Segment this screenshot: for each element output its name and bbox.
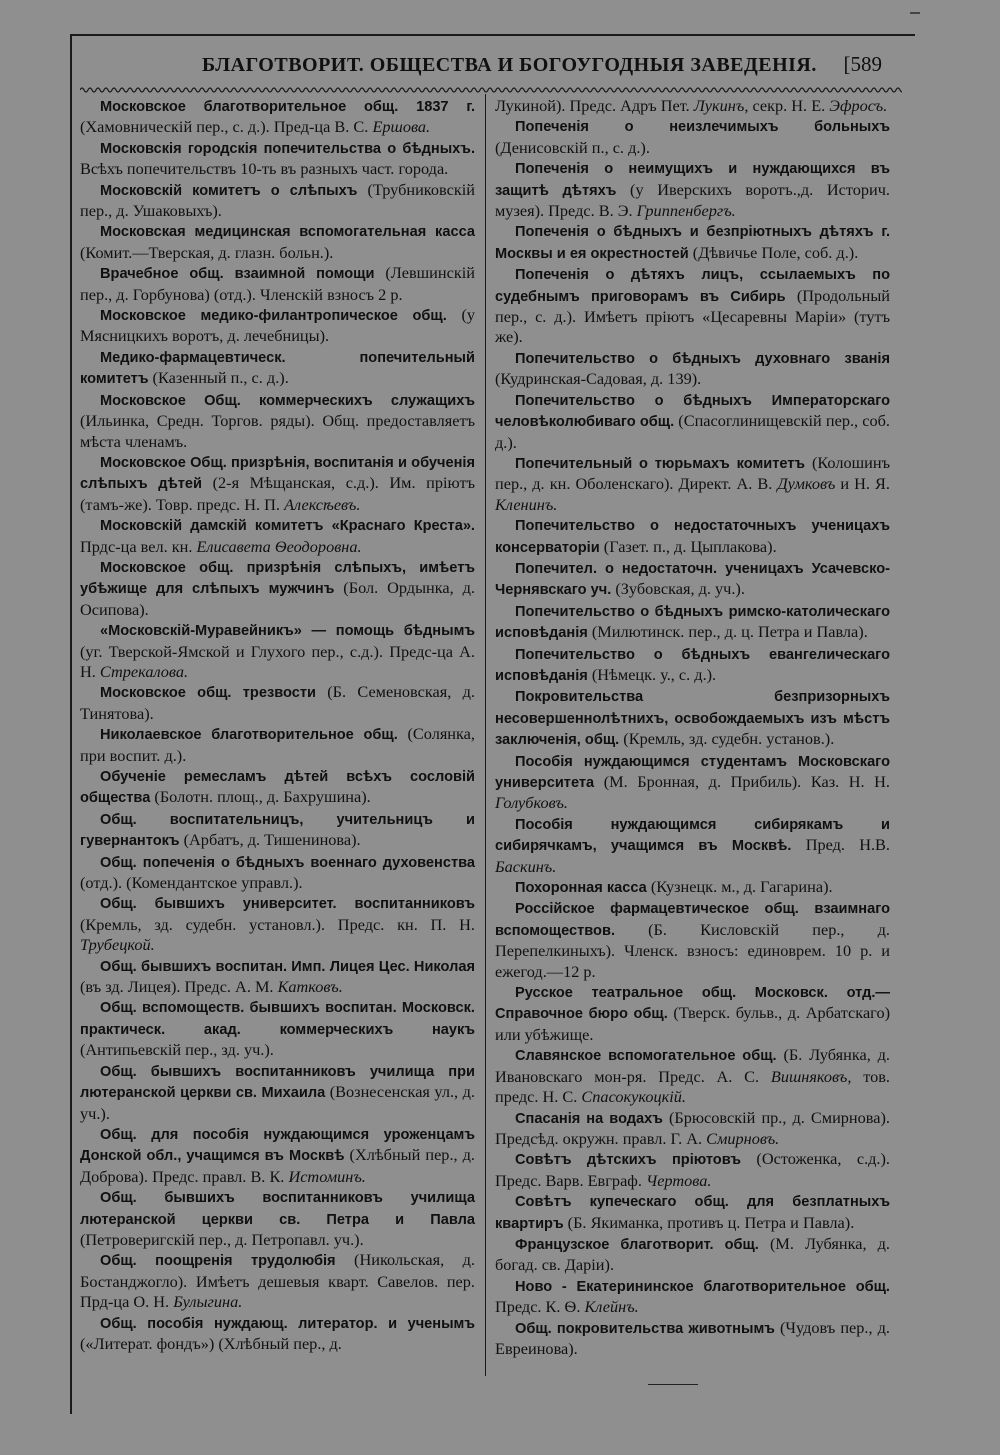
entry-tail: и Н. Я.: [835, 474, 890, 494]
entry-text: (Арбатъ, д. Тишенинова).: [179, 830, 361, 850]
entry-text: (Остоженка, с.д.). Предс. Варв. Евграф.: [495, 1149, 890, 1190]
entry-bold: Французское благотворит. общ.: [515, 1236, 759, 1253]
entry-text: (Трубниковскій пер., д. Ушаковыхъ).: [80, 179, 475, 221]
entry-text: (2-я Мѣщанская, с.д.). Им. пріютъ (тамъ-же). Товр. предс. Н. П.: [80, 473, 475, 514]
entry: [80, 452, 475, 515]
entry: [80, 180, 475, 222]
entry: [495, 1149, 890, 1191]
entry: [80, 557, 475, 620]
entry-text: Прдс-ца вел. кн.: [80, 536, 197, 556]
entry-italic: Трубецкой.: [80, 935, 155, 955]
entry-text: (Петроверигскій пер., д. Петропавл. уч.).: [80, 1229, 364, 1249]
entry-bold: Московское Общ. призрѣнія, воспитанія и обученія слѣпыхъ дѣтей: [80, 454, 475, 493]
entry-text: (Денисовскій п., с. д.).: [495, 137, 650, 157]
entry-bold: Николаевское благотворительное общ.: [100, 727, 398, 744]
header-wavy-rule: [80, 86, 902, 94]
entry-text: (Зубовская, д. уч.).: [611, 579, 745, 599]
entry-text: (Б. Кисловскій пер., д. Перепелкиныхъ). Членск. взносъ: единоврем. 10 р. и ежегод.—12 р.: [495, 919, 890, 981]
entry-bold: Россійское фармацевтическое общ. взаимнаго вспомоществов.: [495, 901, 890, 939]
entry-text: (Спасоглинищевскій пер., соб. д.).: [495, 411, 890, 452]
entry: [495, 221, 890, 264]
entry: [495, 264, 890, 348]
entry-italic: Лукинъ,: [693, 96, 749, 115]
entry-text: (Болотн. площ., д. Бахрушина).: [150, 787, 371, 807]
entry-bold: Попеченія о дѣтяхъ лицъ, ссылаемыхъ по судебнымъ приговорамъ въ Сибирь: [495, 267, 890, 305]
entry: [80, 852, 475, 894]
entry-text: (Брюсовскій пр., д. Смирнова). Предсѣд. окружн. правл. Г. А.: [495, 1107, 890, 1148]
entry-text: (Ильинка, Средн. Торгов. ряды). Общ. предоставляетъ мѣста членамъ.: [80, 411, 475, 451]
entry-bold: Общ. бывшихъ воспитан. Имп. Лицея Цес. Николая: [100, 958, 475, 975]
entry-bold: Общ. для пособія нуждающимся уроженцамъ Донской обл., учащимся въ Москвѣ: [80, 1126, 475, 1165]
entry: [495, 601, 890, 644]
entry-text: Предс. К. Ѳ.: [495, 1297, 585, 1317]
entry-bold: Совѣтъ дѣтскихъ пріютовъ: [515, 1152, 741, 1169]
entry: [495, 1318, 890, 1360]
entry-text: (Продольный пер., с. д.). Имѣетъ пріютъ «Цесаревны Маріи» (тутъ же).: [495, 285, 890, 347]
entry-text: (Комит.—Тверская, д. глазн. больн.).: [80, 242, 334, 262]
page-header: [92, 52, 892, 86]
entry-bold: Попеченія о неизлечимыхъ больныхъ: [515, 119, 890, 136]
entry-italic: Думковъ: [777, 474, 836, 494]
entry-text: (Милютинск. пер., д. ц. Петра и Павла).: [587, 622, 868, 642]
entry: [495, 1234, 890, 1276]
entry-bold: Пособія нуждающимся студентамъ Московскаго университета: [495, 753, 890, 791]
entry-bold: Попечительство о бѣдныхъ Императорскаго человѣколюбиваго общ.: [495, 392, 890, 431]
entry-italic: Ершова.: [372, 117, 431, 137]
entry: [495, 116, 890, 158]
entry-text: (Кузнецк. м., д. Гагарина).: [646, 877, 833, 897]
entry-italic2: Кленинъ.: [495, 494, 558, 514]
entry: [495, 877, 890, 898]
entry: [80, 766, 475, 809]
entry-italic2: Спасокукоцкій.: [581, 1087, 686, 1107]
entry-italic: Смирновъ.: [706, 1128, 780, 1148]
entry-italic: Булыгина.: [173, 1292, 243, 1312]
entry: [80, 1187, 475, 1250]
entry: [80, 263, 475, 305]
entry-text: (въ зд. Лицея). Предс. А. М.: [80, 977, 278, 997]
entry: [80, 221, 475, 263]
entry-bold: Общ. бывшихъ воспитанниковъ училища лютеранской церкви св. Петра и Павла: [80, 1190, 475, 1228]
entry: [495, 453, 890, 515]
entry-text: (Кудринская-Садовая, д. 139).: [495, 369, 702, 389]
entry-bold: Попечительный о тюрьмахъ комитетъ: [515, 455, 806, 472]
column-divider: [485, 94, 486, 1376]
entry-text: (Хамовническій пер., с. д.). Пред-ца В. С.: [80, 117, 373, 137]
page-frame-left: [70, 34, 72, 1414]
entry: [495, 644, 890, 687]
entry: [80, 515, 475, 557]
entry-bold: Московское общ. трезвости: [100, 685, 316, 702]
entry-italic: Клейнъ.: [584, 1297, 639, 1317]
entry-bold: Московская медицинская вспомогательная касса: [100, 224, 475, 241]
entry: [80, 620, 475, 682]
entry-italic: Чертова.: [645, 1170, 712, 1190]
entry: [80, 893, 475, 955]
left-column: [80, 96, 475, 1354]
entry-text: (Бол. Ордынка, д. Осипова).: [80, 578, 475, 619]
entry-bold: Московскій комитетъ о слѣпыхъ: [100, 182, 358, 199]
entry-text: (Чудовъ пер., д. Евреинова).: [495, 1317, 891, 1358]
entry: [495, 158, 890, 221]
entry-text: (отд.). (Комендантское управл.).: [80, 873, 303, 893]
entry-text: (Кремль, зд. судебн. установ.).: [619, 729, 835, 749]
entry-italic: Вишняковъ,: [770, 1066, 852, 1086]
entry: [495, 751, 890, 814]
entry: [80, 1061, 475, 1124]
entry-bold: Общ. пособія нуждающ. литератор. и ученымъ: [100, 1315, 475, 1332]
entry-italic: Истоминъ.: [288, 1166, 366, 1186]
corner-mark: [910, 12, 920, 14]
entry-bold: Попеченія о неимущихъ и нуждающихся въ защитѣ дѣтяхъ: [495, 161, 890, 199]
entry-bold: Попеченія о бѣдныхъ и безпріютныхъ дѣтяхъ г. Москвы и ея окрестностей: [495, 224, 890, 262]
entry-text: («Литерат. фондъ») (Хлѣбный пер., д.: [80, 1333, 342, 1353]
entry-text: (Антипьевскій пер., зд. уч.).: [80, 1040, 274, 1060]
entry-bold: Русское театральное общ. Московск. отд.— Справочное бюро общ.: [495, 985, 890, 1023]
entry: [495, 898, 890, 982]
entry-bold: Славянское вспомогательное общ.: [515, 1048, 777, 1065]
entry: [495, 686, 890, 750]
entry-bold: Попечительство о бѣдныхъ евангелическаго исповѣданія: [495, 646, 890, 684]
entry-text: Всѣхъ попечительствъ 10-ть въ разныхъ част. города.: [80, 159, 449, 179]
right-column: [495, 96, 890, 1359]
entry-bold: Общ. бывшихъ университет. воспитанниковъ: [100, 896, 475, 913]
entry-text: (у Мясницкихъ воротъ, д. лечебницы).: [80, 305, 476, 346]
entry-bold: Попечительство о бѣдныхъ духовнаго званія: [515, 350, 890, 367]
entry-bold: «Московскій-Муравейникъ» — помощь бѣднымъ: [100, 623, 475, 640]
entry: [80, 305, 475, 347]
entry-text: (Левшинскій пер., д. Горбунова) (отд.). Членскій взносъ 2 р.: [80, 263, 475, 304]
entry-text: (Вознесенская ул., д. уч.).: [80, 1082, 475, 1123]
entry-bold: Ново - Екатерининское благотворительное общ.: [515, 1278, 890, 1295]
entry-text: Пред. Н.В.: [791, 835, 890, 855]
entry-bold: Общ. поощренія трудолюбія: [100, 1253, 336, 1270]
entry-text: (М. Лубянка, д. богад. св. Даріи).: [495, 1233, 891, 1275]
entry-bold: Попечительство о бѣдныхъ римско-католическаго исповѣданія: [495, 603, 890, 642]
entry: [80, 390, 475, 452]
entry: [80, 1250, 475, 1312]
entry-bold: Похоронная касса: [515, 880, 647, 897]
entry-bold: Обученіе ремесламъ дѣтей всѣхъ сословій общества: [80, 769, 475, 807]
entry-italic: Баскинъ.: [495, 856, 557, 876]
entry-bold: Московское медико-филантропическое общ.: [100, 308, 447, 325]
entry-bold: Московское Общ. коммерческихъ служащихъ: [100, 392, 475, 409]
entry-text: (Б. Лубянка, д. Ивановскаго мон-ря. Предс. А. С.: [495, 1045, 890, 1086]
entry-italic: Стрекалова.: [99, 661, 189, 681]
entry: [495, 390, 890, 453]
entry-bold: Московскій дамскій комитетъ «Краснаго Креста».: [100, 518, 475, 535]
entry: [495, 1276, 890, 1318]
entry-bold: Покровительства безпризорныхъ несовершеннолѣтнихъ, освобождаемыхъ изъ мѣстъ заключенія, общ.: [495, 689, 890, 749]
entry: [495, 982, 890, 1045]
entry-bold: Московское благотворительное общ. 1837 г.: [100, 99, 475, 115]
entry-bold: Медико-фармацевтическ. попечительный комитетъ: [80, 349, 475, 388]
entry-text: (Нѣмецк. у., с. д.).: [587, 664, 717, 684]
entry: [80, 724, 475, 766]
entry-text: (Кремль, зд. судебн. установл.). Предс. кн. П. Н.: [80, 914, 475, 934]
entry: [495, 558, 890, 601]
entry-text: (Никольская, д. Бостанджогло). Имѣетъ дешевыя кварт. Савелов. пер. Прд-ца О. Н.: [80, 1250, 475, 1312]
entry: [80, 956, 475, 998]
entry: [80, 997, 475, 1060]
entry: [80, 682, 475, 724]
entry: [495, 348, 890, 390]
entry-bold: Попечител. о недостаточн. ученицахъ Усачевско-Чернявскаго уч.: [495, 560, 890, 599]
entry: [495, 96, 890, 116]
entry-bold: Общ. бывшихъ воспитанниковъ училища при лютеранской церкви св. Михаила: [80, 1063, 475, 1102]
entry-bold: Врачебное общ. взаимной помощи: [100, 266, 375, 283]
entry-text: (у Иверскихъ воротъ.,д. Историч. музея). Предс. В. Э.: [495, 179, 890, 221]
entry: [80, 96, 475, 138]
page-number: [589: [843, 52, 882, 76]
entry-text: (Хлѣбный пер., д. Доброва). Предс. правл. В. К.: [80, 1145, 475, 1186]
entry-text: (Б. Семеновская, д. Тинятова).: [80, 682, 475, 723]
entry-text: Лукиной). Предс. Адръ Пет.: [495, 96, 694, 115]
header-title: БЛАГОТВОРИТ. ОБЩЕСТВА И БОГОУГОДНЫЯ ЗАВЕДЕНІЯ.: [202, 54, 817, 76]
entry: [495, 515, 890, 558]
end-dash: [648, 1384, 698, 1385]
entry-text: (Газет. п., д. Цыплакова).: [599, 536, 777, 556]
entry-bold: Московское общ. призрѣнія слѣпыхъ, имѣетъ убѣжище для слѣпыхъ мужчинъ: [80, 559, 475, 598]
entry-italic2: Эфросъ.: [829, 96, 888, 115]
entry: [80, 1313, 475, 1355]
entry-text: (Солянка, при воспит. д.).: [80, 724, 475, 765]
entry-text: (Б. Якиманка, противъ ц. Петра и Павла).: [563, 1212, 855, 1232]
entry-italic: Катковъ.: [277, 977, 343, 997]
entry-bold: Общ. попеченія о бѣдныхъ военнаго духовенства: [100, 854, 475, 871]
entry-tail: секр. Н. Е.: [748, 96, 830, 115]
entry-bold: Спасанія на водахъ: [515, 1110, 663, 1127]
entry: [80, 347, 475, 390]
entry-italic: Гриппенбергъ.: [636, 201, 736, 221]
entry-bold: Пособія нуждающимся сибирякамъ и сибирячкамъ, учащимся въ Москвѣ.: [495, 816, 890, 855]
entry-text: (М. Бронная, д. Прибиль). Каз. Н. Н.: [594, 772, 890, 791]
entry: [495, 1191, 890, 1234]
entry: [80, 138, 475, 180]
entry-text: (Тверск. бульв., д. Арбатскаго) или убѣжище.: [495, 1003, 891, 1044]
page-frame-top: [70, 34, 915, 36]
entry-tail: тов. предс. Н. С.: [495, 1066, 891, 1107]
entry-italic: Голубковъ.: [495, 793, 568, 813]
entry-text: (Колошинъ пер., д. кн. Оболенскаго). Директ. А. В.: [495, 452, 890, 494]
entry-bold: Совѣтъ купеческаго общ. для безплатныхъ квартиръ: [495, 1194, 890, 1232]
entry: [495, 814, 890, 877]
entry: [80, 1124, 475, 1187]
entry-bold: Общ. вспомоществ. бывшихъ воспитан. Московск. практическ. акад. коммерческихъ наукъ: [80, 1000, 475, 1038]
entry: [80, 809, 475, 852]
entry: [495, 1108, 890, 1150]
entry-bold: Московскія городскія попечительства о бѣдныхъ.: [100, 140, 475, 157]
entry-text: (Дѣвичье Поле, соб. д.).: [688, 242, 859, 262]
entry-italic: Алексѣевъ.: [284, 494, 361, 514]
entry-italic: Елисавета Ѳеодоровна.: [196, 536, 362, 556]
entry-text: (Казенный п., с. д.).: [148, 368, 289, 388]
entry-text: (уг. Тверской-Ямской и Глухого пер., с.д.). Предс-ца А. Н.: [80, 641, 475, 681]
entry-bold: Попечительство о недостаточныхъ ученицахъ консерваторіи: [495, 518, 890, 556]
entry-bold: Общ. покровительства животнымъ: [515, 1320, 775, 1337]
entry-bold: Общ. воспитательницъ, учительницъ и гувернантокъ: [80, 811, 475, 850]
entry: [495, 1045, 890, 1107]
